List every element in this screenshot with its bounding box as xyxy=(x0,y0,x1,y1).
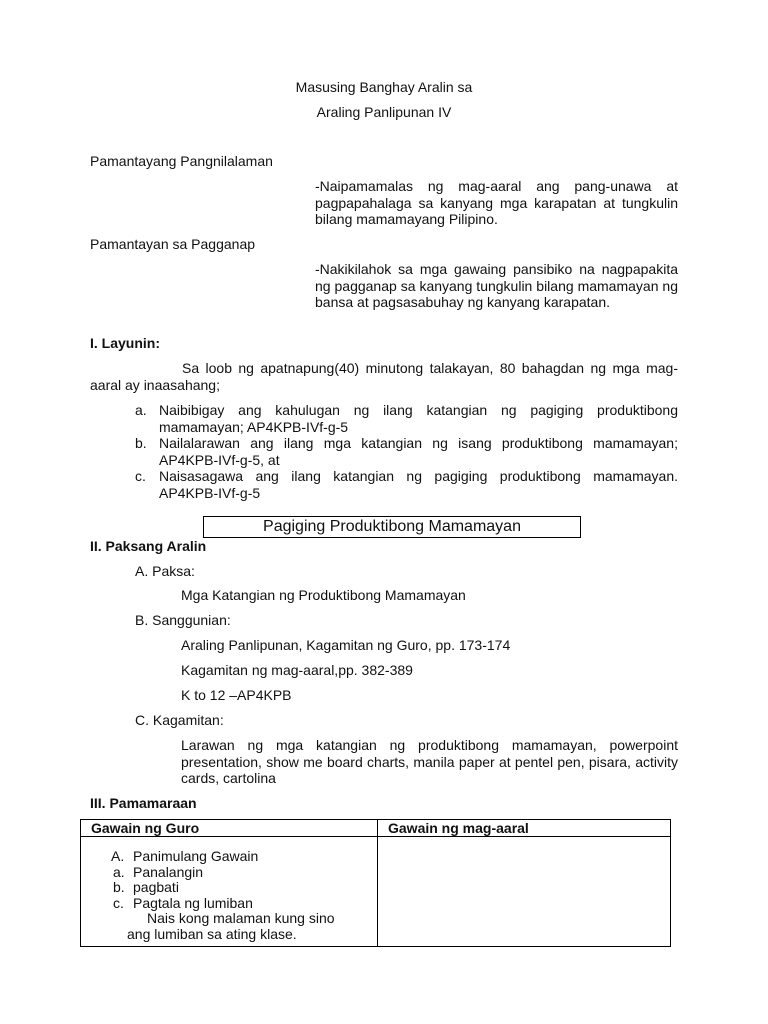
teacher-line-2: ang lumiban sa ating klase. xyxy=(127,925,297,942)
performance-standard-text: -Nakikilahok sa mga gawaing pansibiko na nagpapakita ng pagganap sa kanyang tungkulin bilang mamamayan ng bansa at pagsasabuhay ng kanyang karapatan. xyxy=(315,261,678,310)
teacher-cell xyxy=(81,837,378,947)
list-item-text: Pagtala ng lumiban xyxy=(133,894,253,911)
objective-text: Naibibigay ang kahulugan ng ilang katangian ng pagiging produktibong mamamayan; AP4KPB-IVf-g-5 xyxy=(159,402,678,435)
teacher-line-1: Nais kong malaman kung sino xyxy=(147,910,335,926)
student-column-header: Gawain ng mag-aaral xyxy=(378,820,671,837)
student-cell xyxy=(378,837,671,947)
content-standard-label: Pamantayang Pangnilalaman xyxy=(90,153,273,169)
title-line-2: Araling Panlipunan IV xyxy=(316,104,452,120)
title-line-1: Masusing Banghay Aralin sa xyxy=(295,79,473,95)
section-label: Panimulang Gawain xyxy=(133,848,259,864)
topic-box: Pagiging Produktibong Mamamayan xyxy=(203,516,581,538)
list-marker: a. xyxy=(135,402,147,418)
objectives-intro: Sa loob ng apatnapung(40) minutong talakayan, 80 bahagdan ng mga mag-aaral ay inaasahang; xyxy=(90,360,678,393)
objective-item xyxy=(135,435,678,468)
list-marker: b. xyxy=(135,435,147,451)
objective-item xyxy=(135,402,678,435)
teacher-column-header: Gawain ng Guro xyxy=(81,820,378,837)
list-marker: c. xyxy=(113,894,124,911)
table-row xyxy=(81,837,671,947)
objectives-heading: I. Layunin: xyxy=(90,335,160,351)
list-marker: b. xyxy=(113,879,125,895)
procedure-heading: III. Pamamaraan xyxy=(90,795,197,811)
table-header-row xyxy=(81,820,671,837)
content-standard-text: -Naipamamalas ng mag-aaral ang pang-unawa at pagpapahalaga sa kanyang mga karapatan at tungkulin bilang mamamayang Pilipino. xyxy=(315,178,678,227)
list-marker: a. xyxy=(113,863,125,880)
list-item xyxy=(111,896,367,912)
section-marker: A. xyxy=(111,848,125,864)
procedure-table xyxy=(80,819,671,947)
subject-matter-heading: II. Paksang Aralin xyxy=(90,538,207,554)
list-item-text: Panalangin xyxy=(133,863,204,880)
sanggunian-item-1: Araling Panlipunan, Kagamitan ng Guro, pp. 173-174 xyxy=(181,637,511,653)
sanggunian-label: B. Sanggunian: xyxy=(135,612,231,628)
objective-text: Naisasagawa ang ilang katangian ng pagiging produktibong mamamayan. AP4KPB-IVf-g-5 xyxy=(159,468,678,501)
performance-standard-label: Pamantayan sa Pagganap xyxy=(90,236,256,252)
objectives-list xyxy=(135,402,678,501)
objective-item xyxy=(135,468,678,501)
paksa-label: A. Paksa: xyxy=(135,563,195,579)
list-item-text: pagbati xyxy=(133,879,179,895)
list-item xyxy=(111,880,367,896)
sanggunian-item-2: Kagamitan ng mag-aaral,pp. 382-389 xyxy=(181,662,413,678)
list-item xyxy=(111,865,367,881)
kagamitan-label: C. Kagamitan: xyxy=(135,712,224,728)
list-marker: c. xyxy=(135,468,146,484)
kagamitan-value: Larawan ng mga katangian ng produktibong mamamayan, powerpoint presentation, show me board charts, manila paper at pentel pen, pisara, activity cards, cartolina xyxy=(181,737,678,786)
paksa-value: Mga Katangian ng Produktibong Mamamayan xyxy=(181,587,466,603)
teacher-activities xyxy=(91,837,367,946)
objective-text: Nailalarawan ang ilang mga katangian ng isang produktibong mamamayan; AP4KPB-IVf-g-5, at xyxy=(159,435,678,468)
sanggunian-item-3: K to 12 –AP4KPB xyxy=(181,687,292,703)
section-line xyxy=(111,849,367,865)
